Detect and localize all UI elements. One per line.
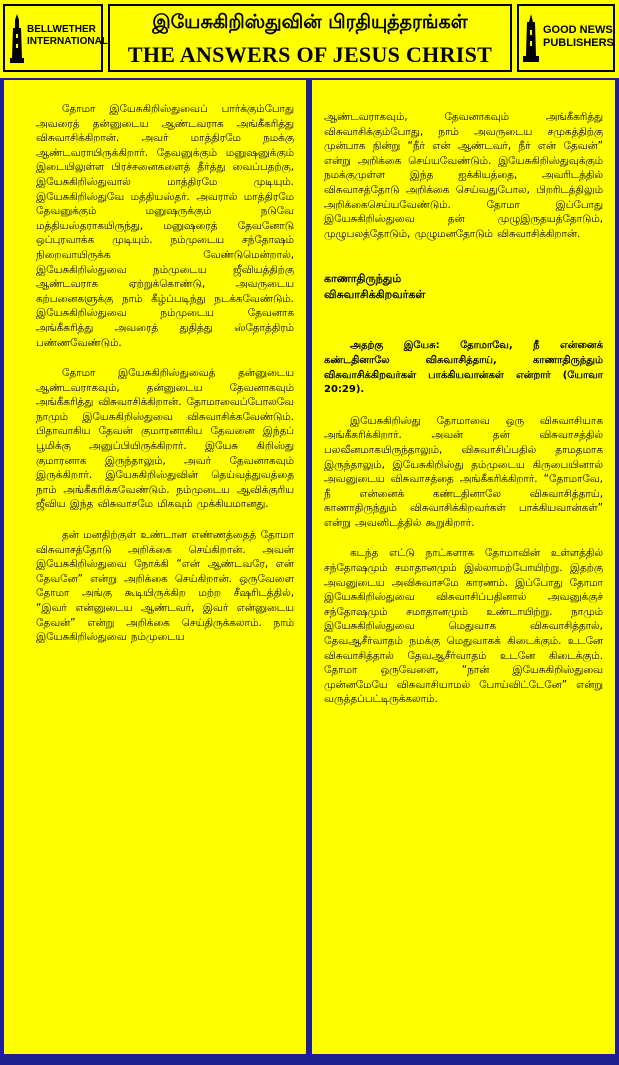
logo-line2: PUBLISHERS [543,37,614,49]
title-box [108,4,512,72]
page-title-tamil: இயேசுகிறிஸ்துவின் பிரதியுத்தரங்கள் [152,11,468,33]
logo-line1: GOOD NEWS [543,24,613,36]
paragraph: கடந்த எட்டு நாட்களாக தோமாவின் உள்ளத்தில் சந்தோஷமும் சமாதானமும் இல்லாமற்போயிற்று. இதற்கு அவனுடைய அவிசுவாசமே காரணம். இப்போது தோமா இயேசுகிறிஸ்துவை விசுவாசிப்பதினால் அவனுக்குச் சந்தோஷமும் சமாதானமும் உண்டாயிற்று. நாமும் இயேசுகிறிஸ்துவை மெதுவாக விசுவாசித்தால், தேவஆசீர்வாதம் நமக்கு மெதுவாகக் கிடைக்கும். உடனே விசுவாசித்தால் தேவஆசீர்வாதம் உடனே கிடைக்கும். தோமா ஒருவேளை, “நான் இயேசுகிறிஸ்துவை முன்னமேயே விசுவாசியாமல் போய்விட்டேனே” என்று வருத்தப்பட்டிருக்கலாம். [324,547,603,706]
paragraph: தோமா இயேசுகிறிஸ்துவைப் பார்க்கும்போது அவரைத் தன்னுடைய ஆண்டவராக அங்கீகரித்து விசுவாசிக்கிறான். அவர் மாத்திரமே நமக்கு ஆண்டவராயிருக்கிறார். தேவனுக்கும் மனுஷனுக்கும் இடையிலுள்ள பிரச்சனைகளைத் தீர்த்து வைப்பதற்கு, இயேசுகிறிஸ்துவால் மாத்திரமே முடியும். இயேசுகிறிஸ்துவே மத்தியஸ்தர். அவரால் மாத்திரமே தேவனுக்கும் மனுஷருக்கும் நடுவே மத்தியஸ்தராகயிருந்து, மனுஷரைத் தேவனோடு ஒப்புரவாக்க முடியும். நம்முடைய சந்தோஷம் நிறைவாயிருக்க வேண்டுமென்றால், இயேசுகிறிஸ்துவை நம்முடைய ஜீவியத்திற்கு ஆண்டவராக ஏற்றுக்கொண்டு, அவருடைய கற்பனைகளுக்கு நாம் கீழ்ப்படிந்து நடக்கவேண்டும். இயேசுகிறிஸ்துவை நம்முடைய தேவனாக அங்கீகரித்து அவரைத் துதித்து ஸ்தோத்திரம் பண்ணவேண்டும். [36,103,294,349]
left-column [4,80,306,1054]
tower-icon [9,14,25,64]
bellwether-logo [3,4,108,72]
section-heading-line2: விசுவாசிக்கிறவர்கள் [324,288,426,302]
good-news-logo-text [543,24,613,50]
paragraph-continued: ஆண்டவராகவும், தேவனாகவும் அங்கீகரித்து விசுவாசிக்கும்போது, நாம் அவருடைய சமுகத்திற்கு முன்பாக நின்று “நீர் என் ஆண்டவர், நீர் என் தேவன்” என்று அறிக்கை செய்யவேண்டும். இயேசுகிறிஸ்துவுக்கும் நமக்குமுள்ள இந்த ஐக்கியத்தை, அவரிடத்தில் விசுவாசத்தோடு அறிக்கை செய்வதுபோல, பிறரிடத்திலும் அறிக்கைசெய்யவேண்டும். தோமா இப்போது இயேசுகிறிஸ்துவை தன் முழுஇருதயத்தோடும், முழுபலத்தோடும், முழுமனதோடும் விசுவாசிக்கிறான். [324,111,603,240]
bellwether-logo-text [27,24,108,48]
paragraph: இயேசுகிறிஸ்து தோமாவை ஒரு விசுவாசியாக அங்கீகரிக்கிறார். அவன் தன் விசுவாசத்தில் பலவீனமாகயிருந்தாலும், விசுவாசிப்பதில் தாமதமாக இருந்தாலும், இயேசுகிறிஸ்து தம்முடைய கிருபையினால் அவனுடைய விசுவாசத்தை அங்கீகரிக்கிறார். “தோமாவே, நீ என்னைக் கண்டதினாலே விசுவாசித்தாய், காணாதிருந்தும் விசுவாசிக்கிறவர்கள் பாக்கியவான்கள்” என்று அவனிடத்தில் கூறுகிறார். [324,414,603,529]
page-header [0,0,619,80]
page-title-english: THE ANSWERS OF JESUS CHRIST [127,42,493,67]
good-news-logo [517,4,615,72]
right-column [312,80,615,1054]
tower-icon [522,14,540,64]
section-heading-line1: காணாதிருந்தும் [324,272,402,286]
paragraph: தன் மனதிற்குள் உண்டான எண்ணத்தைத் தோமா விசுவாசத்தோடு அறிக்கை செய்கிறான். அவன் இயேசுகிறிஸ்துவை நோக்கி “என் ஆண்டவரே, என் தேவனே” என்று அறிக்கை செய்கிறான். ஒருவேளை தோமா அங்கு கூடியிருக்கிற மற்ற சீஷரிடத்தில், “இவர் என்னுடைய ஆண்டவர், இவர் என்னுடைய தேவன்” என்று அறிக்கை செய்திருக்கலாம். நாம் இயேசுகிறிஸ்துவை நம்முடைய [36,529,294,644]
section-heading [324,271,603,303]
scripture-quote: அதற்கு இயேசு: தோமாவே, நீ என்னைக் கண்டதினாலே விசுவாசித்தாய், காணாதிருந்தும் விசுவாசிக்கிறவர்கள் பாக்கியவான்கள் என்றார் (யோவா 20:29). [324,340,603,396]
logo-line2: INTERNATIONAL [27,36,108,47]
logo-line1: BELLWETHER [27,24,96,35]
paragraph: தோமா இயேசுகிறிஸ்துவைத் தன்னுடைய ஆண்டவராகவும், தன்னுடைய தேவனாகவும் அங்கீகரித்து விசுவாசிக்கிறான். தோமாவைப்போலவே நாமும் இயேசுகிறிஸ்துவை விசுவாசிக்கவேண்டும். பிதாவாகிய தேவன் குமாரனாகிய தேவனை இந்தப் பூமிக்கு அனுப்பியிருக்கிறார். இயேசு கிறிஸ்து குமாரனாக இருந்தாலும், அவர் தேவனாகவும் இருக்கிறார். இயேசுகிறிஸ்துவின் தெய்வத்துவத்தை நாம் அங்கீகரிக்கவேண்டும். நம்முடைய ஆவிக்குரிய ஜீவிய இந்த விசுவாசமே மிகவும் முக்கியமானது. [36,367,294,511]
